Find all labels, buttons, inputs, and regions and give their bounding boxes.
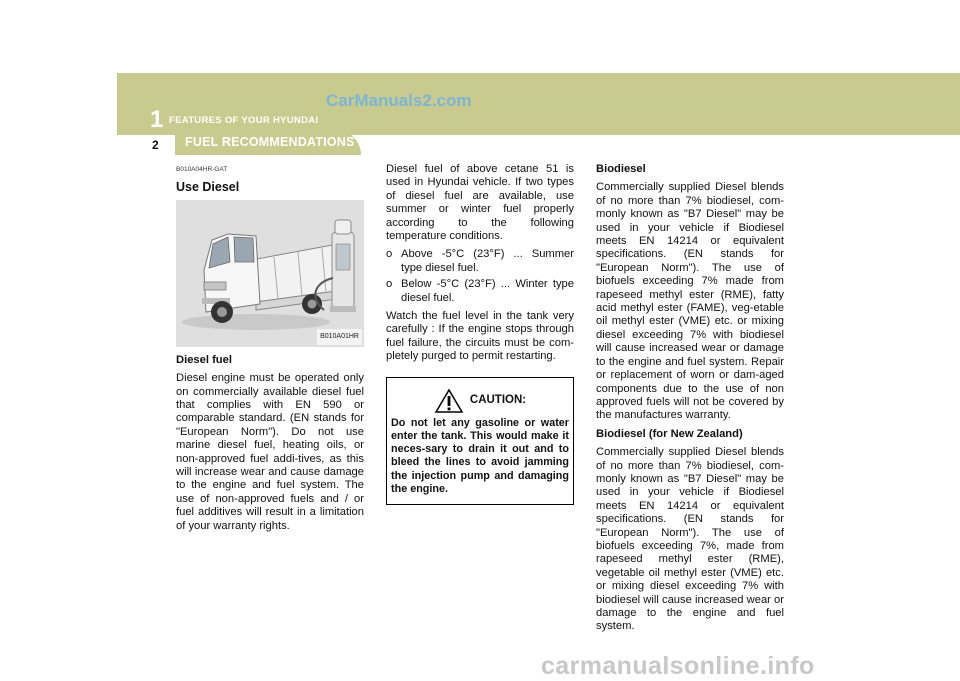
biodiesel-text: Commercially supplied Diesel blends of no more than 7% biodiesel, com-monly known as "B7 Diesel" may be used in your vehicle if Biodiesel meets EN 14214 or equivalent specifications. (EN stands for "European Norm"). The use of biofuels exceeding 7% made from rapeseed methyl ester (RME), fatty acid methyl ester (FAME), veg-etable oil methyl ester (VME) etc. or mixing diesel exceeding 7% with biodiesel will cause increased wear or damage to the engine and fuel system. Repair or replacement of worn or dam-aged components due to the use of non approved fuels will not be covered by the manufactures warranty. <box>596 181 784 422</box>
section-tab-label: FUEL RECOMMENDATIONS <box>185 135 355 149</box>
bullet-text: Below -5°C (23°F) ... Winter type diesel fuel. <box>401 278 574 304</box>
section-heading: Use Diesel <box>176 180 240 195</box>
watermark-top-link[interactable]: CarManuals2.com <box>326 91 472 110</box>
watermark-bottom-link[interactable]: carmanualsonline.info <box>541 652 815 680</box>
biodiesel-nz-text: Commercially supplied Diesel blends of no more than 7% biodiesel, com-monly known as "B7 Diesel" may be used in your vehicle if Biodiesel meets EN 14214 or equivalent specifications. (EN stands for "European Norm"). The use of biofuels exceeding 7%, made from rapeseed methyl ester (RME), vegetable oil methyl ester (VME) etc. or mixing diesel exceeding 7% with biodiesel will cause increased wear or damage to the engine and fuel system. <box>596 446 784 633</box>
truck-icon <box>176 200 364 347</box>
caution-text: Do not let any gasoline or water enter the tank. This would make it neces-sary to drain it out and to bleed the lines to avoid jamming the injection pump and damaging the engine. <box>391 416 569 495</box>
diesel-fuel-heading: Diesel fuel <box>176 353 232 366</box>
page-number: 2 <box>152 138 159 152</box>
warning-triangle-icon <box>434 388 464 414</box>
column-1 <box>176 163 364 538</box>
caution-header <box>391 388 569 414</box>
column-3 <box>596 163 784 639</box>
caution-box <box>386 377 574 505</box>
list-item <box>386 248 574 275</box>
caution-title: CAUTION: <box>469 394 527 407</box>
chapter-number: 1 <box>150 106 164 133</box>
truck-fuel-pump-illustration <box>176 200 364 347</box>
fuel-level-text: Watch the fuel level in the tank very carefully : If the engine stops through fuel failure, the circuits must be com-pletely purged to permit restarting. <box>386 310 574 363</box>
bullet-text: Above -5°C (23°F) ... Summer type diesel fuel. <box>401 248 574 274</box>
image-code: B010A01HR <box>317 329 362 344</box>
bullet-marker: o <box>386 248 393 261</box>
bullet-marker: o <box>386 278 393 291</box>
cetane-intro-text: Diesel fuel of above cetane 51 is used in Hyundai vehicle. If two types of diesel fuel are available, use summer or winter fuel properly according to the following temperature conditions. <box>386 163 574 243</box>
section-code: B010A04HR-GAT <box>176 166 228 173</box>
diesel-fuel-text: Diesel engine must be operated only on commercially available diesel fuel that complies with EN 590 or comparable standard. (EN stands for "European Norm"). Do not use marine diesel fuel, heating oils, or non-approved fuel addi-tives, as this will increase wear and cause damage to the engine and fuel system. The use of non-approved fuels and / or fuel additives will result in a limitation of your warranty rights. <box>176 372 364 532</box>
list-item <box>386 278 574 305</box>
column-2 <box>386 163 574 505</box>
chapter-title: FEATURES OF YOUR HYUNDAI <box>169 115 319 126</box>
biodiesel-heading: Biodiesel <box>596 163 646 175</box>
biodiesel-nz-heading: Biodiesel (for New Zealand) <box>596 427 743 440</box>
